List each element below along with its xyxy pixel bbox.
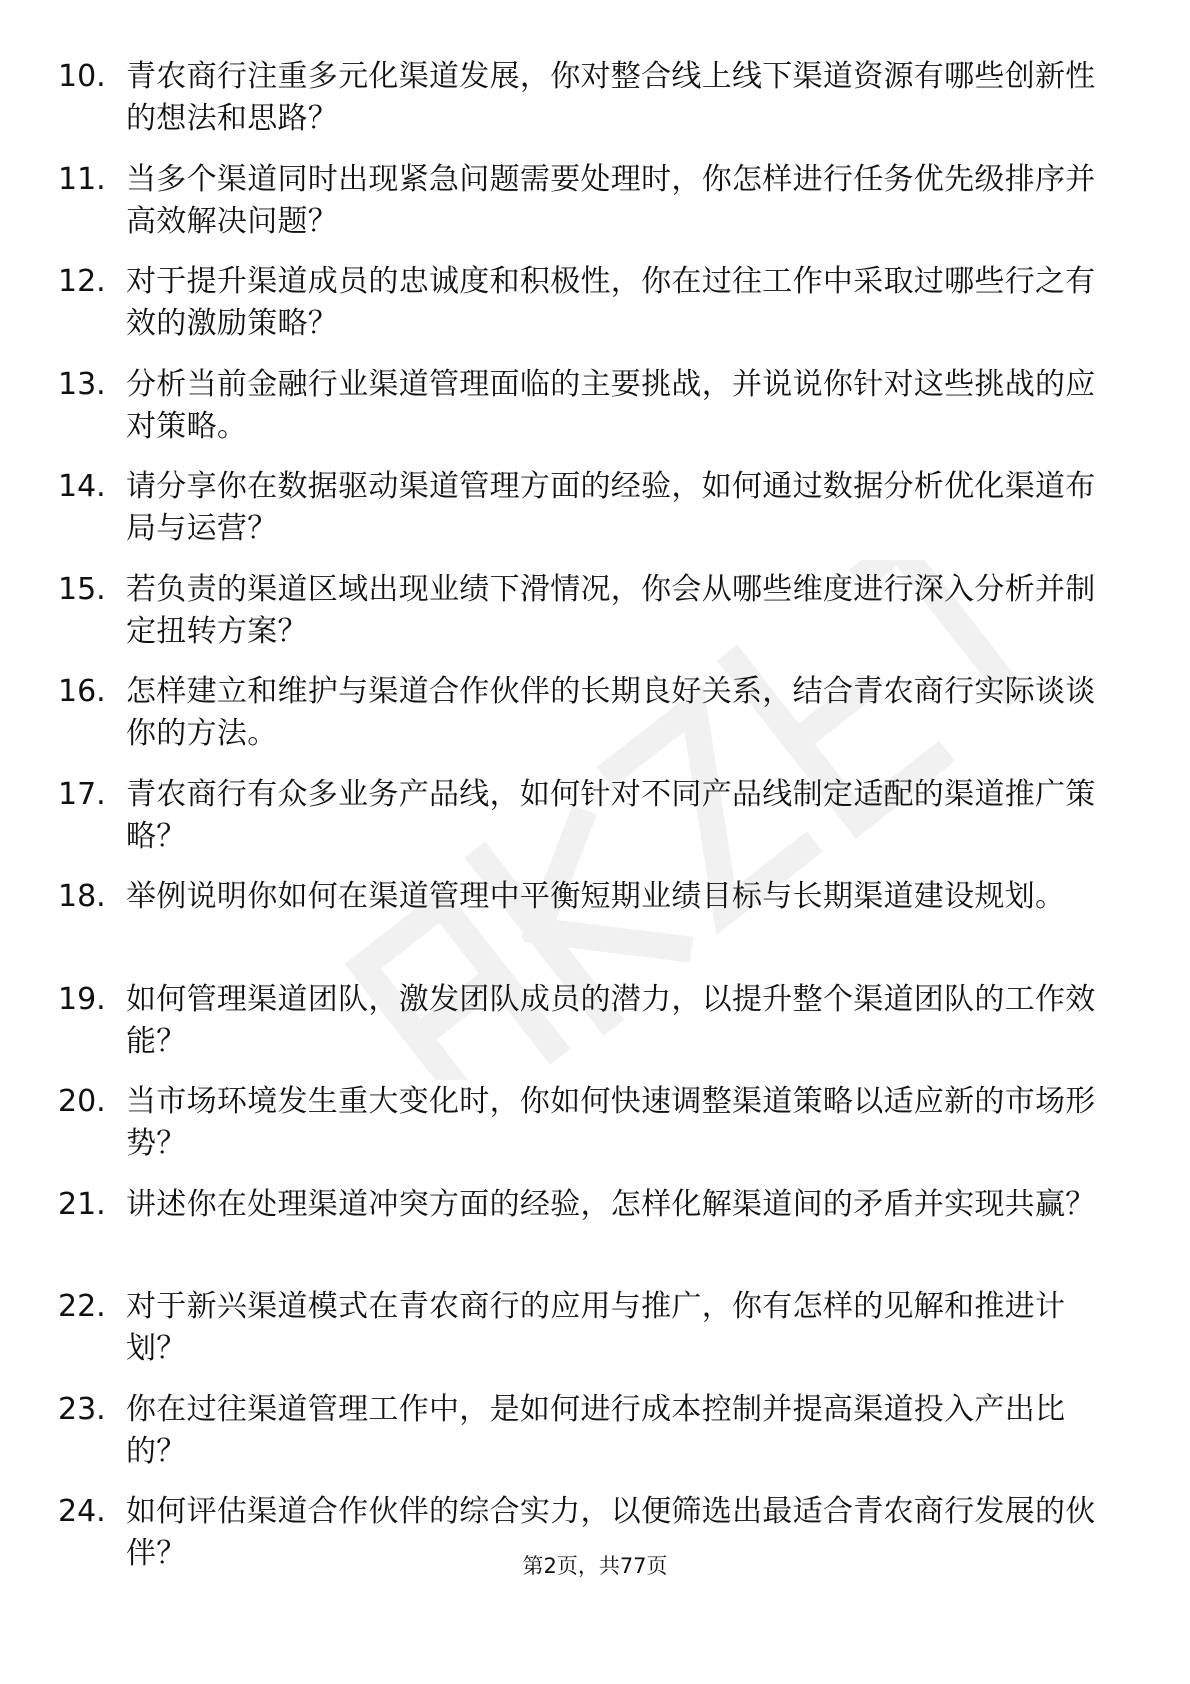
question-number: 13. [58, 366, 106, 402]
list-item [58, 1389, 1118, 1492]
question-number: 12. [58, 264, 106, 299]
question-number: 20. [58, 1084, 106, 1119]
question-text: 如何管理渠道团队，激发团队成员的潜力，以提升整个渠道团队的工作效能？ [126, 981, 1096, 1059]
question-number: 23. [58, 1391, 106, 1427]
question-text: 请分享你在数据驱动渠道管理方面的经验，如何通过数据分析优化渠道布局与运营？ [126, 469, 1096, 546]
question-text: 举例说明你如何在渠道管理中平衡短期业绩目标与长期渠道建设规划。 [126, 879, 1066, 914]
question-text: 青农商行有众多业务产品线，如何针对不同产品线制定适配的渠道推广策略？ [126, 776, 1096, 854]
list-item [58, 261, 1118, 364]
list-item [58, 979, 1118, 1082]
question-list [58, 56, 1118, 1594]
question-text: 如何评估渠道合作伙伴的综合实力，以便筛选出最适合青农商行发展的伙伴？ [126, 1494, 1096, 1571]
question-text: 对于新兴渠道模式在青农商行的应用与推广，你有怎样的见解和推进计划？ [126, 1289, 1066, 1366]
question-number: 15. [58, 571, 106, 607]
question-number: 24. [58, 1494, 106, 1529]
list-item [58, 1184, 1118, 1287]
question-number: 18. [58, 879, 106, 914]
page-footer: 第2页，共77页 [522, 1554, 668, 1578]
question-number: 21. [58, 1186, 106, 1222]
question-number: 19. [58, 981, 106, 1017]
list-item [58, 876, 1118, 979]
question-text: 分析当前金融行业渠道管理面临的主要挑战，并说说你针对这些挑战的应对策略。 [126, 366, 1096, 444]
list-item [58, 159, 1118, 262]
question-text: 怎样建立和维护与渠道合作伙伴的长期良好关系，结合青农商行实际谈谈你的方法。 [126, 674, 1096, 751]
list-item [58, 569, 1118, 672]
list-item [58, 671, 1118, 774]
question-number: 22. [58, 1289, 106, 1324]
question-text: 若负责的渠道区域出现业绩下滑情况，你会从哪些维度进行深入分析并制定扭转方案？ [126, 571, 1096, 649]
question-text: 当市场环境发生重大变化时，你如何快速调整渠道策略以适应新的市场形势？ [126, 1084, 1096, 1161]
question-text: 青农商行注重多元化渠道发展，你对整合线上线下渠道资源有哪些创新性的想法和思路？ [126, 59, 1096, 136]
question-number: 10. [58, 59, 106, 94]
question-number: 17. [58, 776, 106, 812]
list-item [58, 466, 1118, 569]
question-number: 16. [58, 674, 106, 709]
question-text: 讲述你在处理渠道冲突方面的经验，怎样化解渠道间的矛盾并实现共赢？ [126, 1186, 1096, 1222]
question-number: 11. [58, 161, 106, 197]
question-text: 你在过往渠道管理工作中，是如何进行成本控制并提高渠道投入产出比的？ [126, 1391, 1066, 1469]
question-number: 14. [58, 469, 106, 504]
question-text: 对于提升渠道成员的忠诚度和积极性，你在过往工作中采取过哪些行之有效的激励策略？ [126, 264, 1096, 341]
list-item [58, 1286, 1118, 1389]
question-text: 当多个渠道同时出现紧急问题需要处理时，你怎样进行任务优先级排序并高效解决问题？ [126, 161, 1096, 239]
list-item [58, 56, 1118, 159]
list-item [58, 364, 1118, 467]
list-item [58, 774, 1118, 877]
list-item [58, 1081, 1118, 1184]
